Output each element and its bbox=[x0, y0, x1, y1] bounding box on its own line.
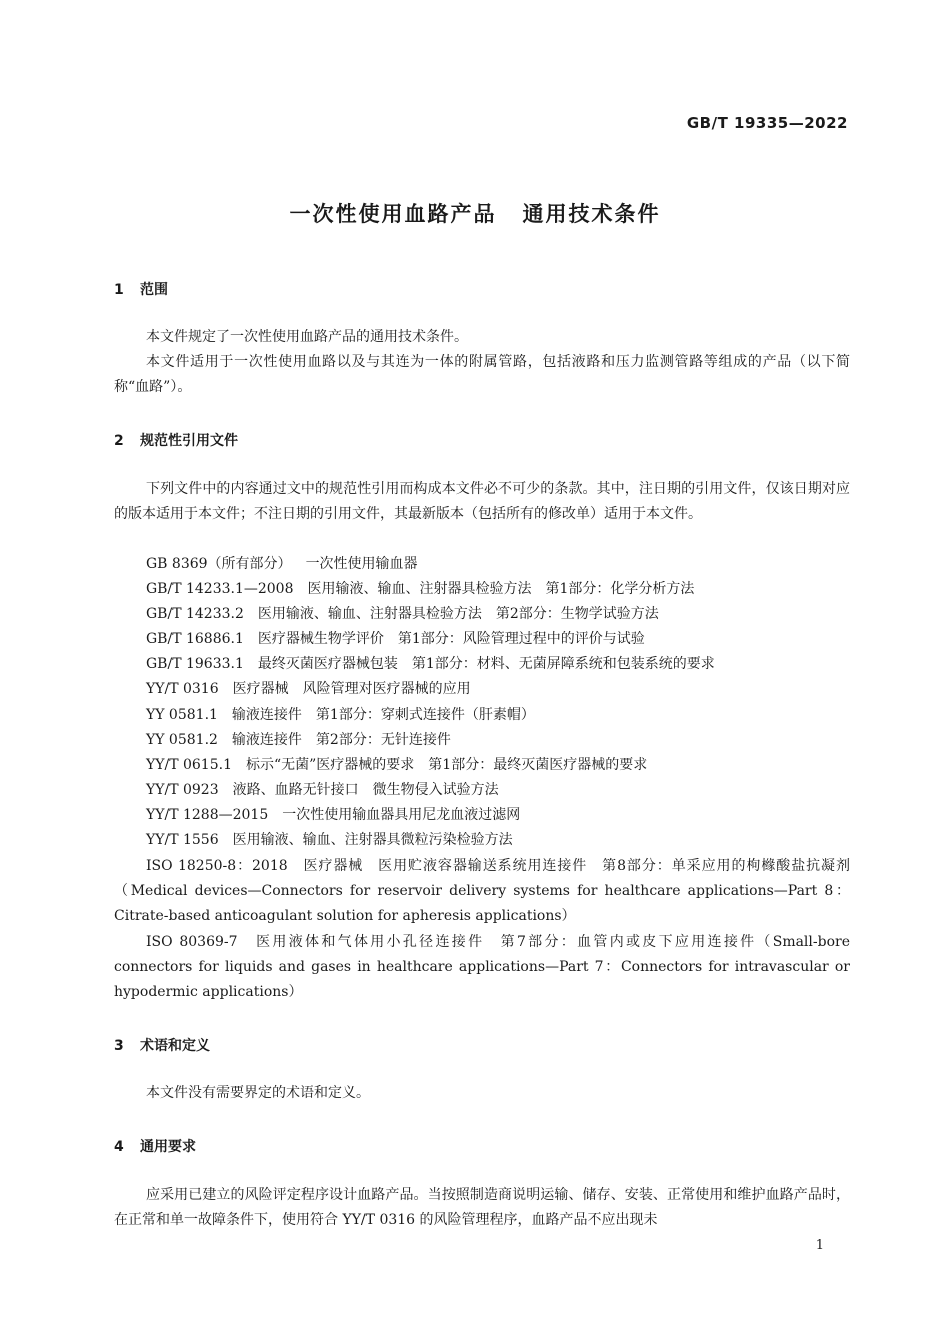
document-title bbox=[0, 198, 950, 228]
title-part-2: 通用技术条件 bbox=[522, 202, 661, 226]
scope-paragraph-1: 本文件规定了一次性使用血路产品的通用技术条件。 bbox=[146, 329, 468, 345]
normative-intro: 下列文件中的内容通过文中的规范性引用而构成本文件必不可少的条款。其中，注日期的引用文件，仅该日期对应的版本适用于本文件；不注日期的引用文件，其最新版本（包括所有的修改单）适用于本文件。 bbox=[114, 481, 850, 522]
terms-paragraph: 本文件没有需要界定的术语和定义。 bbox=[146, 1085, 370, 1101]
page-number: 1 bbox=[815, 1238, 824, 1253]
reference-item: YY/T 1288—2015 一次性使用输血器具用尼龙血液过滤网 bbox=[146, 807, 521, 823]
reference-iso-80369-7: ISO 80369-7 医用液体和气体用小孔径连接件 第7部分：血管内或皮下应用连接件（Small-bore connectors for liquids and gases in healthcare applications—Part 7：Connectors for intravascular or hypodermic applications） bbox=[114, 934, 850, 1000]
reference-item: YY/T 0923 液路、血路无针接口 微生物侵入试验方法 bbox=[146, 782, 499, 798]
reference-item: YY/T 1556 医用输液、输血、注射器具微粒污染检验方法 bbox=[146, 832, 513, 848]
reference-item: YY/T 0615.1 标示“无菌”医疗器械的要求 第1部分：最终灭菌医疗器械的要求 bbox=[146, 757, 648, 773]
general-paragraph: 应采用已建立的风险评定程序设计血路产品。当按照制造商说明运输、储存、安装、正常使用和维护血路产品时，在正常和单一故障条件下，使用符合 YY/T 0316 的风险管理程序，血路产品不应出现未 bbox=[114, 1187, 850, 1228]
reference-item: YY/T 0316 医疗器械 风险管理对医疗器械的应用 bbox=[146, 681, 471, 697]
section-heading-normative: 2 规范性引用文件 bbox=[114, 433, 238, 449]
scope-paragraph-2: 本文件适用于一次性使用血路以及与其连为一体的附属管路，包括液路和压力监测管路等组成的产品（以下简称“血路”）。 bbox=[114, 354, 850, 395]
section-heading-general: 4 通用要求 bbox=[114, 1139, 196, 1155]
reference-item: GB/T 19633.1 最终灭菌医疗器械包装 第1部分：材料、无菌屏障系统和包装系统的要求 bbox=[146, 656, 715, 672]
reference-item: GB/T 14233.1—2008 医用输液、输血、注射器具检验方法 第1部分：化学分析方法 bbox=[146, 581, 695, 597]
section-heading-scope: 1 范围 bbox=[114, 282, 168, 298]
reference-item: YY 0581.1 输液连接件 第1部分：穿刺式连接件（肝素帽） bbox=[146, 707, 535, 723]
reference-item: YY 0581.2 输液连接件 第2部分：无针连接件 bbox=[146, 732, 451, 748]
reference-item: GB/T 14233.2 医用输液、输血、注射器具检验方法 第2部分：生物学试验方法 bbox=[146, 606, 659, 622]
reference-iso-18250-8: ISO 18250-8：2018 医疗器械 医用贮液容器输送系统用连接件 第8部分：单采应用的枸橼酸盐抗凝剂（Medical devices—Connectors for reservoir delivery systems for healthcare applications—Part 8：Citrate-based anticoagulant solution for apheresis applications） bbox=[114, 858, 850, 924]
reference-item: GB 8369（所有部分） 一次性使用输血器 bbox=[146, 556, 418, 572]
title-part-1: 一次性使用血路产品 bbox=[289, 202, 497, 226]
reference-item: GB/T 16886.1 医疗器械生物学评价 第1部分：风险管理过程中的评价与试验 bbox=[146, 631, 645, 647]
section-heading-terms: 3 术语和定义 bbox=[114, 1038, 210, 1054]
standard-number: GB/T 19335—2022 bbox=[686, 114, 848, 132]
